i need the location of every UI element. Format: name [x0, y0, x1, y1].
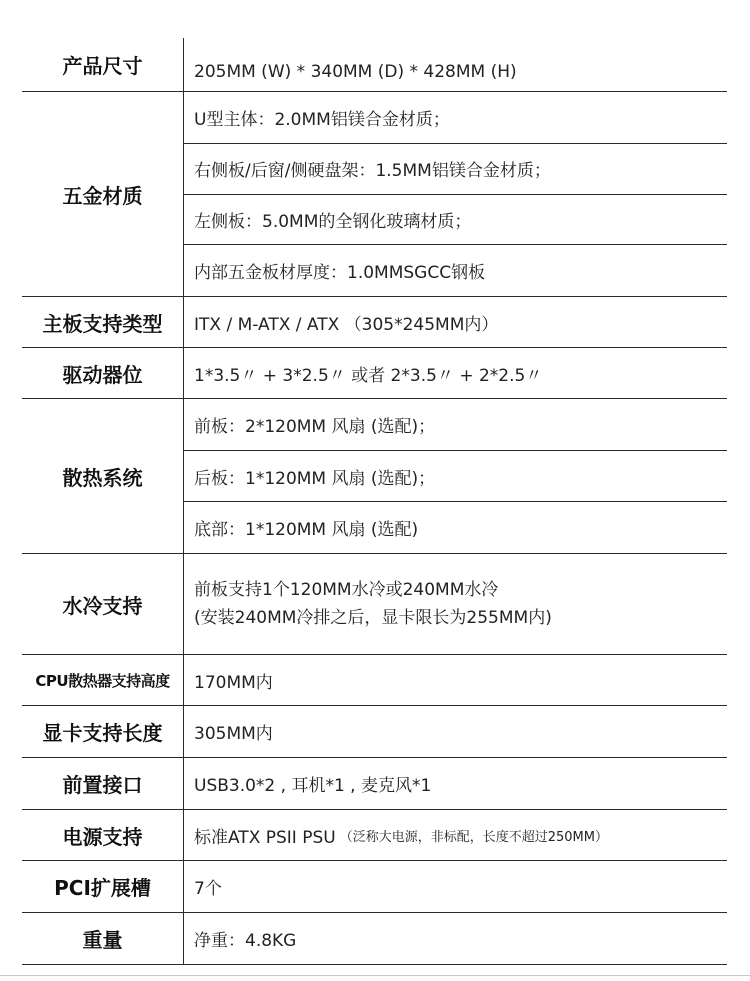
spec-label: 前置接口 [22, 758, 184, 809]
page-bottom-divider [0, 975, 750, 976]
spec-row-material [22, 92, 727, 297]
spec-note: （泛称大电源，非标配，长度不超过250MM） [339, 829, 608, 845]
spec-value: USB3.0*2 , 耳机*1 , 麦克风*1 [194, 776, 432, 796]
spec-row-size [22, 38, 727, 92]
spec-value: 前板：2*120MM 风扇 (选配)； [194, 416, 436, 437]
spec-label: 驱动器位 [22, 348, 184, 398]
spec-value: 170MM内 [194, 672, 273, 693]
spec-value: 底部：1*120MM 风扇 (选配) [184, 501, 727, 553]
spec-value: 内部五金板材厚度：1.0MMSGCC钢板 [184, 244, 727, 296]
spec-row-front-io [22, 758, 727, 810]
spec-table [22, 38, 727, 965]
spec-row-cooling [22, 399, 727, 554]
spec-row-liquid-cooling [22, 554, 727, 655]
spec-value: 左侧板：5.0MM的全钢化玻璃材质； [184, 194, 727, 245]
spec-value: 右侧板/后窗/侧硬盘架：1.5MM铝镁合金材质； [184, 143, 727, 194]
spec-value: 后板：1*120MM 风扇 (选配)； [184, 450, 727, 502]
spec-label: 水冷支持 [22, 554, 184, 654]
spec-value: 净重：4.8KG [194, 931, 297, 951]
spec-row-gpu-length [22, 706, 727, 758]
spec-value: 305MM内 [194, 724, 273, 744]
spec-label: 散热系统 [22, 399, 184, 553]
spec-label: 主板支持类型 [22, 297, 184, 347]
spec-value: 205MM (W) * 340MM (D) * 428MM (H) [194, 61, 517, 82]
spec-row-psu [22, 810, 727, 861]
spec-value: (安装240MM冷排之后，显卡限长为255MM内) [194, 608, 552, 628]
spec-row-cpu-cooler [22, 655, 727, 706]
spec-value: 标准ATX PSII PSU [194, 827, 336, 848]
spec-value: 1*3.5〃 + 3*2.5〃 或者 2*3.5〃 + 2*2.5〃 [194, 365, 543, 386]
spec-value: 前板支持1个120MM水冷或240MM水冷 [194, 580, 499, 600]
spec-label: 显卡支持长度 [22, 706, 184, 757]
spec-label: 电源支持 [22, 810, 184, 860]
spec-row-motherboard [22, 297, 727, 348]
spec-label: PCI扩展槽 [22, 861, 184, 912]
spec-value: U型主体：2.0MM铝镁合金材质； [194, 109, 450, 130]
spec-row-pci-slots [22, 861, 727, 913]
spec-value: 7个 [194, 879, 222, 899]
spec-label: 重量 [22, 913, 184, 964]
spec-label: 五金材质 [22, 92, 184, 296]
spec-row-weight [22, 913, 727, 965]
spec-label: 产品尺寸 [22, 38, 184, 91]
spec-row-drive-bays [22, 348, 727, 399]
spec-label: CPU散热器支持高度 [22, 655, 184, 705]
spec-value: ITX / M-ATX / ATX （305*245MM内） [194, 314, 499, 335]
